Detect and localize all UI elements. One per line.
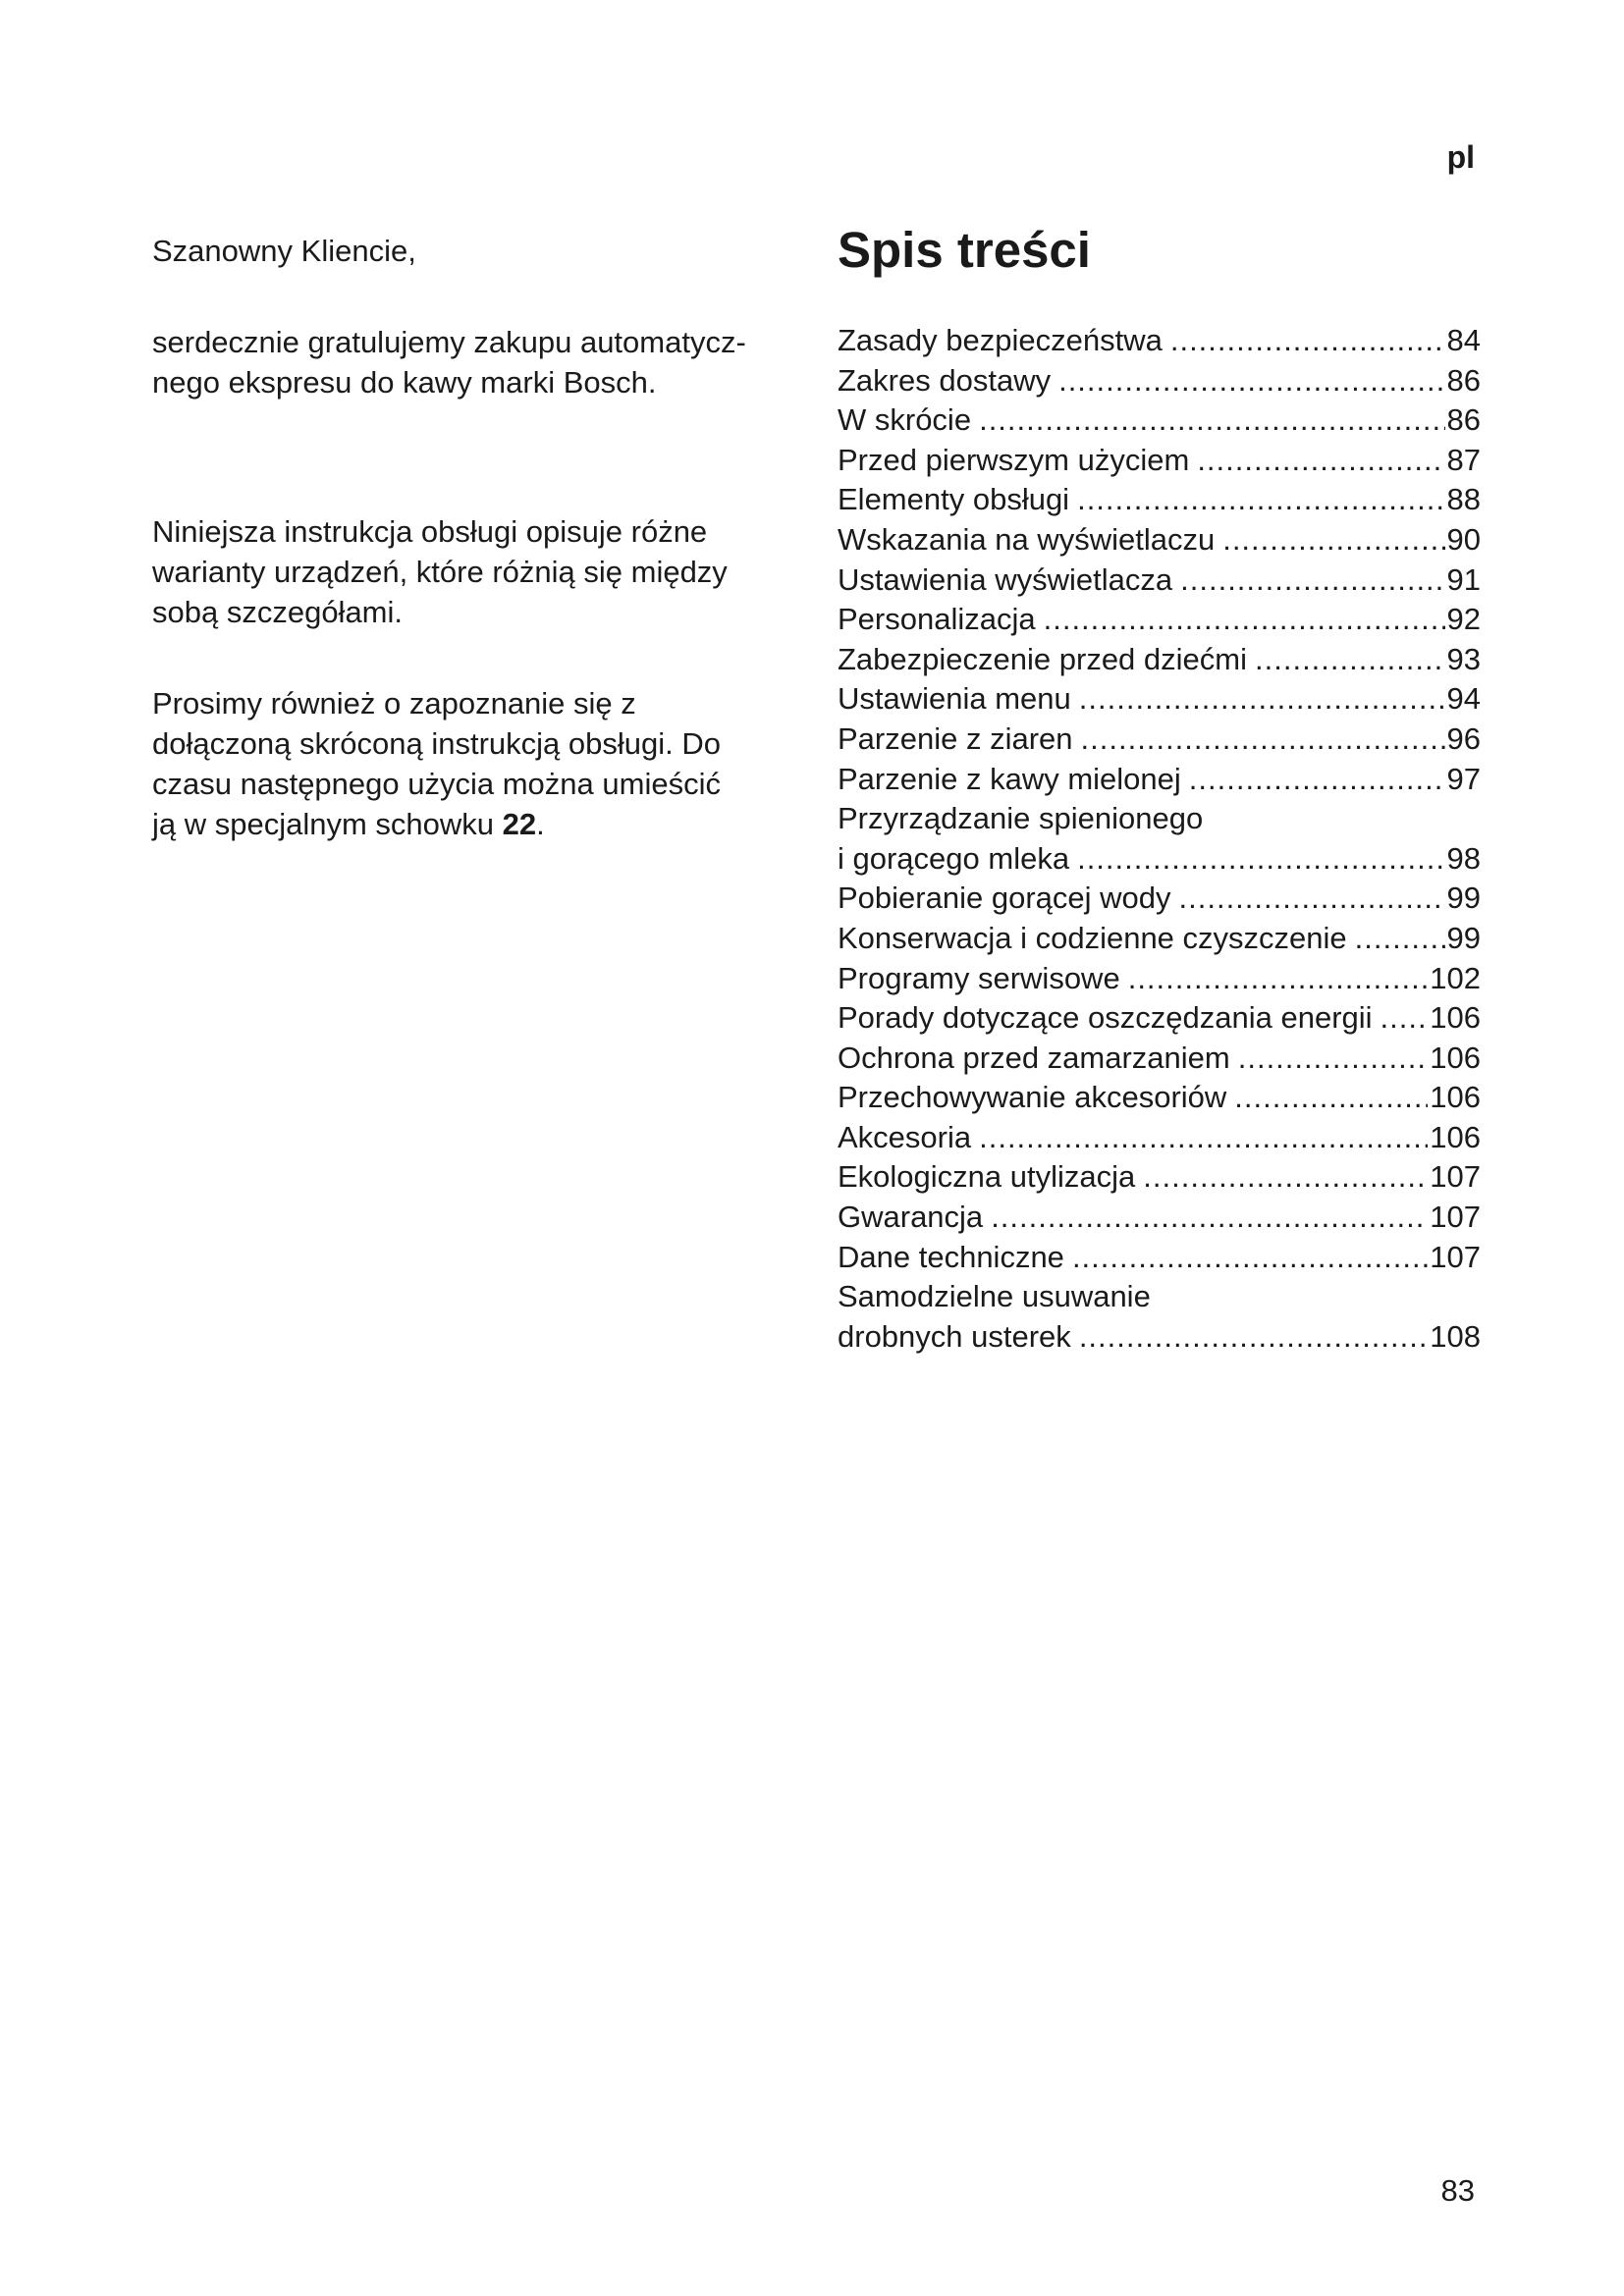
toc-leader-dots [979, 1118, 1428, 1158]
toc-item-page: 87 [1446, 442, 1481, 477]
toc-leader-dots [1044, 600, 1445, 640]
variants-line: Niniejsza instrukcja obsługi opisuje różne [152, 514, 708, 549]
toc-title: Spis treści [838, 222, 1091, 278]
toc-item-page: 90 [1446, 521, 1481, 557]
toc-item [838, 919, 1481, 959]
toc-item-title: Gwarancja [838, 1200, 984, 1235]
toc-leader-dots [1081, 720, 1445, 760]
toc-item-title: Ustawienia wyświetlacza [838, 561, 1173, 597]
toc-item [838, 1039, 1481, 1079]
toc-entry-row [838, 640, 1481, 680]
toc-item [838, 998, 1481, 1039]
toc-leader-dots [1238, 1039, 1429, 1079]
toc-item [838, 720, 1481, 760]
toc-entry-row [838, 919, 1481, 959]
language-code: pl [1446, 139, 1475, 175]
variants-line: sobą szczegółami. [152, 595, 404, 629]
toc-entry-row [838, 679, 1481, 720]
toc-item-page: 107 [1430, 1159, 1481, 1195]
toc-item-title: Pobieranie gorącej wody [838, 881, 1171, 916]
toc-leader-dots [1234, 1078, 1428, 1118]
toc-leader-dots [1079, 1317, 1428, 1358]
toc-entry-row [838, 1157, 1481, 1198]
toc-item-title: i gorącego mleka [838, 840, 1070, 876]
toc-item [838, 1238, 1481, 1278]
toc-item-title: Parzenie z kawy mielonej [838, 761, 1181, 796]
toc-item-page: 106 [1430, 1080, 1481, 1115]
sentence-end: . [536, 807, 545, 841]
short-instructions-line: dołączoną skróconą instrukcją obsługi. Do [152, 726, 721, 761]
toc-leader-dots [1058, 361, 1444, 401]
toc-entry-row [838, 480, 1481, 520]
toc-item [838, 1118, 1481, 1158]
toc-item-page: 94 [1446, 681, 1481, 717]
toc-entry-row [838, 1317, 1481, 1358]
toc-item [838, 640, 1481, 680]
toc-item-page: 107 [1430, 1200, 1481, 1235]
short-instructions-paragraph [152, 683, 800, 844]
congratulation-paragraph [152, 322, 800, 402]
toc-entry-row [838, 998, 1481, 1039]
toc-entry-row [838, 1118, 1481, 1158]
toc-leader-dots [1380, 998, 1429, 1039]
toc-item-title: Programy serwisowe [838, 960, 1120, 995]
toc-item [838, 959, 1481, 999]
toc-item-title: Ustawienia menu [838, 681, 1071, 717]
toc-item-page: 86 [1446, 402, 1481, 438]
table-of-contents [838, 221, 1481, 1357]
toc-item-title: Parzenie z ziaren [838, 721, 1073, 756]
toc-item-title: Wskazania na wyświetlaczu [838, 521, 1216, 557]
toc-item-page: 99 [1446, 881, 1481, 916]
short-instructions-line: Prosimy również o zapoznanie się z [152, 686, 636, 721]
toc-leader-dots [1179, 879, 1445, 919]
toc-entry-row [838, 879, 1481, 919]
congratulation-line: nego ekspresu do kawy marki Bosch. [152, 365, 657, 400]
toc-item-title: Dane techniczne [838, 1239, 1064, 1274]
toc-leader-dots [1222, 520, 1444, 561]
toc-entry-row [838, 839, 1481, 880]
toc-item-page: 91 [1446, 561, 1481, 597]
toc-item-title: Przed pierwszym użyciem [838, 442, 1190, 477]
toc-item [838, 879, 1481, 919]
short-instructions-line: ją w specjalnym schowku [152, 807, 503, 841]
toc-item-title: Zakres dostawy [838, 362, 1052, 398]
toc-entry-row [838, 959, 1481, 999]
toc-item-title: Ochrona przed zamarzaniem [838, 1040, 1230, 1075]
toc-leader-dots [1255, 640, 1445, 680]
variants-paragraph [152, 511, 800, 632]
compartment-number: 22 [502, 807, 537, 841]
toc-item [838, 1198, 1481, 1238]
toc-item-title: Przechowywanie akcesoriów [838, 1080, 1227, 1115]
toc-item-title: Ekologiczna utylizacja [838, 1159, 1136, 1195]
toc-item [838, 679, 1481, 720]
toc-item-page: 88 [1446, 482, 1481, 517]
toc-item [838, 1277, 1481, 1357]
toc-entry-row [838, 561, 1481, 601]
toc-entry-row [838, 400, 1481, 441]
toc-leader-dots [979, 400, 1444, 441]
toc-leader-dots [1128, 959, 1429, 999]
toc-item [838, 361, 1481, 401]
intro-column [152, 231, 800, 844]
toc-item-title: W skrócie [838, 402, 972, 438]
toc-item-title: Zabezpieczenie przed dziećmi [838, 641, 1247, 676]
toc-entry-row [838, 1078, 1481, 1118]
toc-leader-dots [1077, 480, 1444, 520]
toc-item-first-line: Przyrządzanie spienionego [838, 801, 1204, 836]
toc-item-page: 92 [1446, 602, 1481, 637]
toc-leader-dots [1143, 1157, 1428, 1198]
toc-entry-row [838, 600, 1481, 640]
toc-item [838, 520, 1481, 561]
toc-leader-dots [1077, 839, 1444, 880]
toc-leader-dots [1180, 561, 1444, 601]
toc-item-page: 99 [1446, 920, 1481, 955]
toc-leader-dots [1072, 1238, 1428, 1278]
toc-item-page: 108 [1430, 1318, 1481, 1354]
toc-item-title: drobnych usterek [838, 1318, 1071, 1354]
toc-item-page: 102 [1430, 960, 1481, 995]
toc-item-title: Konserwacja i codzienne czyszczenie [838, 920, 1347, 955]
toc-entry-row [838, 760, 1481, 800]
toc-entry-row [838, 720, 1481, 760]
toc-item [838, 799, 1481, 879]
congratulation-line: serdecznie gratulujemy zakupu automatycz- [152, 325, 746, 359]
toc-item [838, 480, 1481, 520]
toc-item [838, 760, 1481, 800]
toc-item [838, 1078, 1481, 1118]
toc-leader-dots [1355, 919, 1445, 959]
toc-item-title: Elementy obsługi [838, 482, 1070, 517]
toc-item-title: Zasady bezpieczeństwa [838, 323, 1163, 357]
toc-item-first-line: Samodzielne usuwanie [838, 1279, 1151, 1314]
toc-leader-dots [1197, 441, 1444, 481]
toc-entry-row [838, 1039, 1481, 1079]
variants-line: warianty urządzeń, które różnią się między [152, 555, 728, 589]
toc-entry-row [838, 321, 1481, 361]
toc-item-page: 107 [1430, 1239, 1481, 1274]
toc-item-title: Personalizacja [838, 602, 1036, 637]
toc-item [838, 1157, 1481, 1198]
toc-item-page: 106 [1430, 1040, 1481, 1075]
toc-item-page: 84 [1446, 323, 1481, 357]
toc-item [838, 561, 1481, 601]
toc-entry-row [838, 1198, 1481, 1238]
toc-item [838, 321, 1481, 361]
toc-item-page: 93 [1446, 641, 1481, 676]
toc-leader-dots [1170, 321, 1445, 361]
toc-item-page: 86 [1446, 362, 1481, 398]
toc-item [838, 400, 1481, 441]
toc-item-page: 97 [1446, 761, 1481, 796]
toc-item-title: Porady dotyczące oszczędzania energii [838, 1000, 1373, 1036]
toc-item [838, 600, 1481, 640]
toc-leader-dots [991, 1198, 1428, 1238]
toc-leader-dots [1189, 760, 1445, 800]
short-instructions-line: czasu następnego użycia można umieścić [152, 767, 721, 801]
greeting: Szanowny Kliencie, [152, 234, 416, 268]
toc-list [838, 321, 1481, 1357]
toc-entry-row [838, 520, 1481, 561]
toc-entry-row [838, 441, 1481, 481]
page-number: 83 [1440, 2173, 1475, 2208]
toc-entry-row [838, 1238, 1481, 1278]
toc-item-page: 106 [1430, 1119, 1481, 1154]
toc-leader-dots [1079, 679, 1445, 720]
toc-item-page: 96 [1446, 721, 1481, 756]
toc-item [838, 441, 1481, 481]
toc-item-title: Akcesoria [838, 1119, 972, 1154]
toc-item-page: 98 [1446, 840, 1481, 876]
toc-entry-row [838, 361, 1481, 401]
toc-item-page: 106 [1430, 1000, 1481, 1036]
